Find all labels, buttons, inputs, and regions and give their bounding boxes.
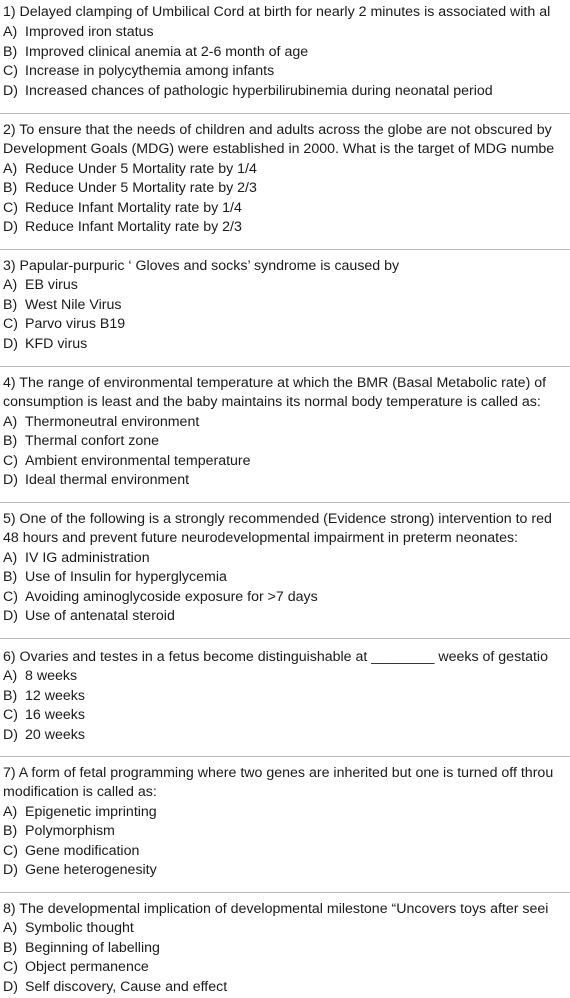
option-letter: D) [3,979,18,995]
option-c[interactable] [3,842,139,861]
option-a[interactable] [3,549,150,568]
question-stem: 3) Papular-purpuric ‘ Gloves and socks’ syndrome is caused by [3,258,400,274]
option-b[interactable] [3,43,308,62]
option-letter: C) [3,589,18,605]
option-d[interactable] [3,335,87,354]
option-letter: A) [3,550,18,566]
option-letter: D) [3,472,18,488]
option-text: 8 weeks [25,668,78,684]
option-text: IV IG administration [25,550,150,566]
option-letter: B) [3,297,18,313]
option-text: 20 weeks [25,727,85,743]
option-letter: B) [3,688,18,704]
option-text: Reduce Infant Mortality rate by 2/3 [25,219,242,235]
option-letter: B) [3,940,18,956]
option-text: Ambient environmental temperature [25,453,251,469]
option-text: Gene modification [25,843,140,859]
option-letter: A) [3,24,18,40]
option-b[interactable] [3,568,227,587]
option-text: Symbolic thought [25,920,134,936]
option-a[interactable] [3,160,257,179]
question-stem: 4) The range of environmental temperature at which the BMR (Basal Metabolic rate) of [3,375,547,391]
option-letter: D) [3,727,18,743]
question-divider [0,502,570,503]
question-divider [0,892,570,893]
question-stem: 7) A form of fetal programming where two genes are inherited but one is turned off throu [3,765,554,781]
option-letter: A) [3,668,18,684]
option-letter: C) [3,843,18,859]
option-letter: D) [3,608,18,624]
option-text: Increase in polycythemia among infants [25,63,275,79]
option-text: Epigenetic imprinting [25,804,157,820]
option-c[interactable] [3,588,318,607]
question-stem: 5) One of the following is a strongly recommended (Evidence strong) intervention to red [3,511,552,527]
option-a[interactable] [3,919,134,938]
option-letter: C) [3,316,18,332]
option-text: Thermal confort zone [25,433,160,449]
option-a[interactable] [3,413,199,432]
option-a[interactable] [3,23,154,42]
option-text: Reduce Infant Mortality rate by 1/4 [25,200,242,216]
option-d[interactable] [3,726,85,745]
question-divider [0,366,570,367]
option-c[interactable] [3,452,251,471]
option-text: Gene heterogenesity [25,862,157,878]
option-letter: A) [3,414,18,430]
option-d[interactable] [3,861,157,880]
option-text: Avoiding aminoglycoside exposure for >7 days [25,589,318,605]
question-divider [0,638,570,639]
question-stem: 8) The developmental implication of developmental milestone “Uncovers toys after seei [3,901,549,917]
question-stem: 48 hours and prevent future neurodevelopmental impairment in preterm neonates: [3,530,518,546]
option-letter: C) [3,453,18,469]
option-text: Improved iron status [25,24,154,40]
option-letter: B) [3,433,18,449]
question-divider [0,756,570,757]
option-c[interactable] [3,958,149,977]
option-text: Improved clinical anemia at 2-6 month of age [25,44,309,60]
option-letter: D) [3,83,18,99]
option-text: Ideal thermal environment [25,472,190,488]
option-letter: A) [3,920,18,936]
option-text: Object permanence [25,959,149,975]
option-b[interactable] [3,179,257,198]
option-letter: B) [3,180,18,196]
option-letter: B) [3,823,18,839]
option-letter: D) [3,336,18,352]
option-b[interactable] [3,687,85,706]
option-text: 16 weeks [25,707,85,723]
question-stem: consumption is least and the baby maintains its normal body temperature is called as: [3,394,541,410]
option-text: EB virus [25,277,78,293]
option-text: West Nile Virus [25,297,122,313]
option-letter: A) [3,161,18,177]
option-a[interactable] [3,276,78,295]
option-text: 12 weeks [25,688,85,704]
option-text: Beginning of labelling [25,940,160,956]
option-letter: C) [3,959,18,975]
option-c[interactable] [3,706,85,725]
option-d[interactable] [3,218,242,237]
option-b[interactable] [3,296,121,315]
option-d[interactable] [3,82,493,101]
option-letter: C) [3,707,18,723]
option-text: KFD virus [25,336,88,352]
option-d[interactable] [3,607,175,626]
option-letter: B) [3,569,18,585]
question-stem: 2) To ensure that the needs of children and adults across the globe are not obscured by [3,122,552,138]
question-stem: 1) Delayed clamping of Umbilical Cord at birth for nearly 2 minutes is associated with al [3,4,551,20]
question-divider [0,113,570,114]
option-b[interactable] [3,432,159,451]
option-text: Parvo virus B19 [25,316,126,332]
option-text: Self discovery, Cause and effect [25,979,228,995]
question-stem: modification is called as: [3,784,157,800]
option-letter: C) [3,63,18,79]
option-letter: C) [3,200,18,216]
option-c[interactable] [3,315,125,334]
option-a[interactable] [3,667,77,686]
option-c[interactable] [3,62,274,81]
option-text: Thermoneutral environment [25,414,200,430]
option-c[interactable] [3,199,242,218]
question-stem: 6) Ovaries and testes in a fetus become distinguishable at ________ weeks of gestatio [3,649,548,665]
option-d[interactable] [3,471,189,490]
option-letter: B) [3,44,18,60]
option-b[interactable] [3,939,160,958]
option-text: Reduce Under 5 Mortality rate by 1/4 [25,161,257,177]
option-letter: D) [3,219,18,235]
option-letter: A) [3,277,18,293]
option-letter: D) [3,862,18,878]
option-d[interactable] [3,978,227,997]
option-text: Increased chances of pathologic hyperbilirubinemia during neonatal period [25,83,493,99]
option-text: Use of antenatal steroid [25,608,175,624]
question-stem: Development Goals (MDG) were established in 2000. What is the target of MDG numbe [3,141,555,157]
option-a[interactable] [3,803,157,822]
option-text: Reduce Under 5 Mortality rate by 2/3 [25,180,257,196]
option-b[interactable] [3,822,115,841]
question-divider [0,249,570,250]
option-letter: A) [3,804,18,820]
option-text: Polymorphism [25,823,115,839]
option-text: Use of Insulin for hyperglycemia [25,569,227,585]
